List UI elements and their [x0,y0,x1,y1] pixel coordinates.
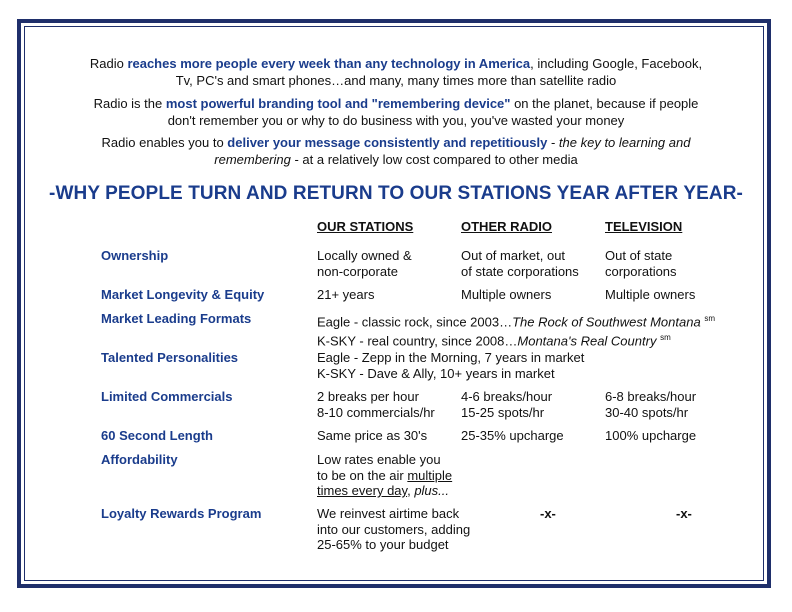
row-label-60-second-length: 60 Second Length [101,428,213,443]
column-header-our-stations: OUR STATIONS [317,219,414,234]
cell-longevity-television: Multiple owners [605,287,696,302]
row-label-loyalty-rewards: Loyalty Rewards Program [101,506,262,521]
cell-loyalty-our-stations: We reinvest airtime back into our customers, adding 25-65% to your budget [317,506,471,552]
loyalty-other-radio-mark: -x- [540,506,556,521]
cell-ownership-our-stations: Locally owned & non-corporate [317,248,412,279]
intro-paragraph-branding: Radio is the most powerful branding tool and "remembering device" on the planet, because if people don't remember you or why to do business with you, you've wasted your money [93,96,699,128]
row-label-market-longevity: Market Longevity & Equity [101,287,265,302]
row-label-affordability: Affordability [101,452,178,467]
cell-length-television: 100% upcharge [605,428,697,443]
cell-ownership-television: Out of state corporations [605,248,677,279]
headline: -WHY PEOPLE TURN AND RETURN TO OUR STATIONS YEAR AFTER YEAR- [49,183,743,204]
column-header-television: TELEVISION [605,219,683,234]
cell-personalities-our-stations: Eagle - Zepp in the Morning, 7 years in market K-SKY - Dave & Ally, 10+ years in market [317,350,585,381]
intro-paragraph-consistency: Radio enables you to deliver your message consistently and repetitiously - the key to learning and remembering - at a relatively low cost compared to other media [101,135,691,167]
row-label-limited-commercials: Limited Commercials [101,389,233,404]
row-label-ownership: Ownership [101,248,169,263]
cell-length-other-radio: 25-35% upcharge [461,428,564,443]
row-label-market-leading-formats: Market Leading Formats [101,311,252,326]
cell-formats-our-stations: Eagle - classic rock, since 2003…The Rock of Southwest Montana $^{sm}$ K-SKY - real country, since 2008…Montana's Real Country $^{sm}$ [317,314,715,349]
cell-longevity-other-radio: Multiple owners [461,287,552,302]
intro-paragraph-reach: Radio reaches more people every week than any technology in America, including Google, Facebook, Tv, PC's and smart phones…and many, many times more than satellite radio [89,56,703,88]
cell-longevity-our-stations: 21+ years [317,287,375,302]
cell-affordability-our-stations: Low rates enable you to be on the air multiple times every day, plus... [317,452,453,498]
cell-commercials-other-radio: 4-6 breaks/hour 15-25 spots/hr [461,389,553,420]
column-header-other-radio: OTHER RADIO [461,219,552,234]
cell-length-our-stations: Same price as 30's [317,428,428,443]
cell-commercials-our-stations: 2 breaks per hour 8-10 commercials/hr [317,389,435,420]
loyalty-television-mark: -x- [676,506,692,521]
row-label-talented-personalities: Talented Personalities [101,350,239,365]
cell-ownership-other-radio: Out of market, out of state corporations [461,248,579,279]
cell-commercials-television: 6-8 breaks/hour 30-40 spots/hr [605,389,697,420]
